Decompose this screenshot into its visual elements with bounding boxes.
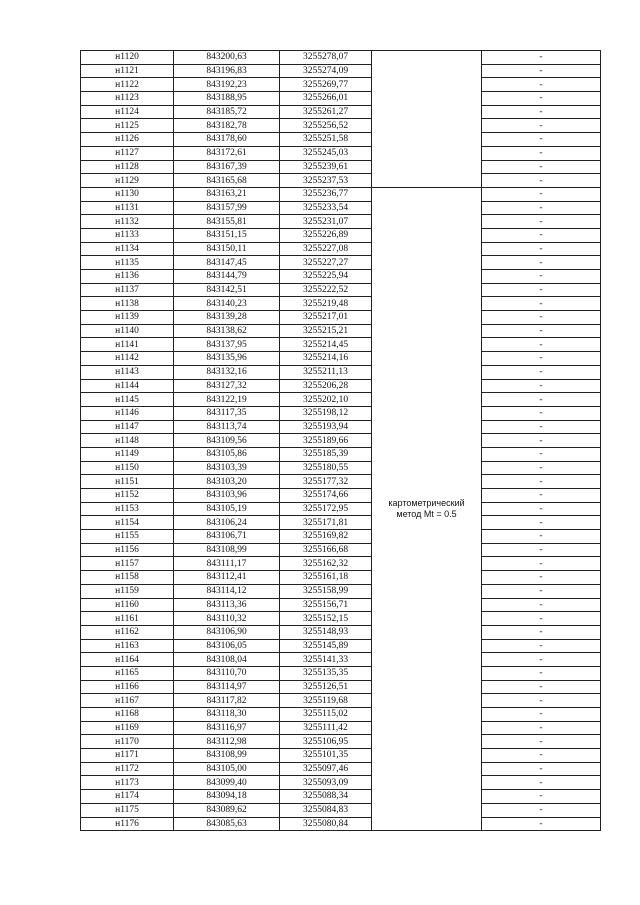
x-coordinate-cell: 843109,56	[174, 434, 280, 448]
point-id-cell: н1154	[81, 516, 174, 530]
accuracy-cell: -	[482, 78, 601, 92]
y-coordinate-cell: 3255111,42	[280, 721, 372, 735]
table-row	[81, 92, 601, 106]
accuracy-cell: -	[482, 283, 601, 297]
table-row	[81, 721, 601, 735]
accuracy-cell: -	[482, 447, 601, 461]
accuracy-cell: -	[482, 680, 601, 694]
accuracy-cell: -	[482, 489, 601, 503]
accuracy-cell: -	[482, 324, 601, 338]
point-id-cell: н1131	[81, 201, 174, 215]
table-row	[81, 270, 601, 284]
y-coordinate-cell: 3255169,82	[280, 530, 372, 544]
table-row	[81, 666, 601, 680]
point-id-cell: н1141	[81, 338, 174, 352]
accuracy-cell: -	[482, 187, 601, 201]
x-coordinate-cell: 843118,30	[174, 708, 280, 722]
y-coordinate-cell: 3255225,94	[280, 270, 372, 284]
x-coordinate-cell: 843172,61	[174, 146, 280, 160]
x-coordinate-cell: 843106,05	[174, 639, 280, 653]
y-coordinate-cell: 3255245,03	[280, 146, 372, 160]
table-row	[81, 653, 601, 667]
point-id-cell: н1158	[81, 571, 174, 585]
accuracy-cell: -	[482, 639, 601, 653]
table-row	[81, 242, 601, 256]
x-coordinate-cell: 843111,17	[174, 557, 280, 571]
y-coordinate-cell: 3255256,52	[280, 119, 372, 133]
table-row	[81, 78, 601, 92]
table-row	[81, 146, 601, 160]
accuracy-cell: -	[482, 434, 601, 448]
y-coordinate-cell: 3255227,27	[280, 256, 372, 270]
table-row	[81, 817, 601, 831]
table-row	[81, 105, 601, 119]
table-row	[81, 557, 601, 571]
x-coordinate-cell: 843157,99	[174, 201, 280, 215]
x-coordinate-cell: 843103,96	[174, 489, 280, 503]
y-coordinate-cell: 3255097,46	[280, 762, 372, 776]
table-row	[81, 516, 601, 530]
y-coordinate-cell: 3255239,61	[280, 160, 372, 174]
point-id-cell: н1150	[81, 461, 174, 475]
point-id-cell: н1137	[81, 283, 174, 297]
point-id-cell: н1129	[81, 174, 174, 188]
x-coordinate-cell: 843117,82	[174, 694, 280, 708]
table-row	[81, 215, 601, 229]
y-coordinate-cell: 3255156,71	[280, 598, 372, 612]
x-coordinate-cell: 843151,15	[174, 228, 280, 242]
accuracy-cell: -	[482, 584, 601, 598]
accuracy-cell: -	[482, 92, 601, 106]
point-id-cell: н1167	[81, 694, 174, 708]
table-row	[81, 735, 601, 749]
x-coordinate-cell: 843155,81	[174, 215, 280, 229]
point-id-cell: н1147	[81, 420, 174, 434]
x-coordinate-cell: 843117,35	[174, 406, 280, 420]
point-id-cell: н1148	[81, 434, 174, 448]
table-row	[81, 584, 601, 598]
point-id-cell: н1124	[81, 105, 174, 119]
accuracy-cell: -	[482, 406, 601, 420]
accuracy-cell: -	[482, 160, 601, 174]
point-id-cell: н1164	[81, 653, 174, 667]
y-coordinate-cell: 3255126,51	[280, 680, 372, 694]
accuracy-cell: -	[482, 776, 601, 790]
method-cell	[372, 187, 482, 830]
accuracy-cell: -	[482, 790, 601, 804]
x-coordinate-cell: 843113,36	[174, 598, 280, 612]
x-coordinate-cell: 843196,83	[174, 64, 280, 78]
point-id-cell: н1160	[81, 598, 174, 612]
table-row	[81, 228, 601, 242]
y-coordinate-cell: 3255278,07	[280, 51, 372, 65]
x-coordinate-cell: 843094,18	[174, 790, 280, 804]
accuracy-cell: -	[482, 297, 601, 311]
y-coordinate-cell: 3255217,01	[280, 311, 372, 325]
y-coordinate-cell: 3255177,32	[280, 475, 372, 489]
y-coordinate-cell: 3255145,89	[280, 639, 372, 653]
x-coordinate-cell: 843106,90	[174, 625, 280, 639]
accuracy-cell: -	[482, 215, 601, 229]
y-coordinate-cell: 3255119,68	[280, 694, 372, 708]
y-coordinate-cell: 3255180,55	[280, 461, 372, 475]
table-row	[81, 420, 601, 434]
y-coordinate-cell: 3255261,27	[280, 105, 372, 119]
x-coordinate-cell: 843108,99	[174, 749, 280, 763]
accuracy-cell: -	[482, 721, 601, 735]
point-id-cell: н1130	[81, 187, 174, 201]
point-id-cell: н1135	[81, 256, 174, 270]
y-coordinate-cell: 3255227,08	[280, 242, 372, 256]
point-id-cell: н1172	[81, 762, 174, 776]
point-id-cell: н1139	[81, 311, 174, 325]
y-coordinate-cell: 3255193,94	[280, 420, 372, 434]
y-coordinate-cell: 3255166,68	[280, 543, 372, 557]
x-coordinate-cell: 843132,16	[174, 365, 280, 379]
table-row	[81, 639, 601, 653]
table-row	[81, 434, 601, 448]
point-id-cell: н1132	[81, 215, 174, 229]
table-row	[81, 530, 601, 544]
y-coordinate-cell: 3255171,81	[280, 516, 372, 530]
accuracy-cell: -	[482, 242, 601, 256]
table-row	[81, 762, 601, 776]
x-coordinate-cell: 843122,19	[174, 393, 280, 407]
x-coordinate-cell: 843188,95	[174, 92, 280, 106]
method-line-2: метод Mt = 0.5	[396, 509, 457, 520]
table-row	[81, 187, 601, 201]
accuracy-cell: -	[482, 119, 601, 133]
table-row	[81, 776, 601, 790]
table-row	[81, 489, 601, 503]
x-coordinate-cell: 843178,60	[174, 133, 280, 147]
table-row	[81, 625, 601, 639]
y-coordinate-cell: 3255222,52	[280, 283, 372, 297]
point-id-cell: н1144	[81, 379, 174, 393]
table-row	[81, 790, 601, 804]
point-id-cell: н1128	[81, 160, 174, 174]
x-coordinate-cell: 843108,99	[174, 543, 280, 557]
table-row	[81, 598, 601, 612]
accuracy-cell: -	[482, 749, 601, 763]
accuracy-cell: -	[482, 502, 601, 516]
x-coordinate-cell: 843114,97	[174, 680, 280, 694]
point-id-cell: н1165	[81, 666, 174, 680]
y-coordinate-cell: 3255161,18	[280, 571, 372, 585]
table-row	[81, 365, 601, 379]
table-row	[81, 543, 601, 557]
accuracy-cell: -	[482, 270, 601, 284]
x-coordinate-cell: 843112,98	[174, 735, 280, 749]
y-coordinate-cell: 3255084,83	[280, 803, 372, 817]
x-coordinate-cell: 843108,04	[174, 653, 280, 667]
point-id-cell: н1138	[81, 297, 174, 311]
table-row	[81, 406, 601, 420]
y-coordinate-cell: 3255206,28	[280, 379, 372, 393]
table-row	[81, 283, 601, 297]
x-coordinate-cell: 843105,19	[174, 502, 280, 516]
method-line-1: картометрический	[388, 498, 465, 509]
accuracy-cell: -	[482, 543, 601, 557]
accuracy-cell: -	[482, 174, 601, 188]
x-coordinate-cell: 843167,39	[174, 160, 280, 174]
y-coordinate-cell: 3255080,84	[280, 817, 372, 831]
point-id-cell: н1123	[81, 92, 174, 106]
y-coordinate-cell: 3255141,33	[280, 653, 372, 667]
point-id-cell: н1174	[81, 790, 174, 804]
accuracy-cell: -	[482, 228, 601, 242]
accuracy-cell: -	[482, 817, 601, 831]
x-coordinate-cell: 843135,96	[174, 352, 280, 366]
y-coordinate-cell: 3255266,01	[280, 92, 372, 106]
accuracy-cell: -	[482, 311, 601, 325]
accuracy-cell: -	[482, 461, 601, 475]
y-coordinate-cell: 3255215,21	[280, 324, 372, 338]
coordinates-table-body	[81, 51, 601, 831]
y-coordinate-cell: 3255174,66	[280, 489, 372, 503]
x-coordinate-cell: 843112,41	[174, 571, 280, 585]
accuracy-cell: -	[482, 393, 601, 407]
table-row	[81, 174, 601, 188]
y-coordinate-cell: 3255172,95	[280, 502, 372, 516]
point-id-cell: н1142	[81, 352, 174, 366]
accuracy-cell: -	[482, 803, 601, 817]
point-id-cell: н1173	[81, 776, 174, 790]
point-id-cell: н1176	[81, 817, 174, 831]
table-row	[81, 571, 601, 585]
y-coordinate-cell: 3255106,95	[280, 735, 372, 749]
x-coordinate-cell: 843127,32	[174, 379, 280, 393]
y-coordinate-cell: 3255237,53	[280, 174, 372, 188]
accuracy-cell: -	[482, 338, 601, 352]
point-id-cell: н1143	[81, 365, 174, 379]
table-row	[81, 475, 601, 489]
table-row	[81, 201, 601, 215]
table-row	[81, 461, 601, 475]
table-row	[81, 119, 601, 133]
point-id-cell: н1133	[81, 228, 174, 242]
accuracy-cell: -	[482, 653, 601, 667]
point-id-cell: н1121	[81, 64, 174, 78]
accuracy-cell: -	[482, 612, 601, 626]
accuracy-cell: -	[482, 64, 601, 78]
x-coordinate-cell: 843089,62	[174, 803, 280, 817]
point-id-cell: н1175	[81, 803, 174, 817]
table-row	[81, 393, 601, 407]
accuracy-cell: -	[482, 352, 601, 366]
x-coordinate-cell: 843150,11	[174, 242, 280, 256]
point-id-cell: н1134	[81, 242, 174, 256]
y-coordinate-cell: 3255135,35	[280, 666, 372, 680]
table-row	[81, 680, 601, 694]
point-id-cell: н1140	[81, 324, 174, 338]
table-row	[81, 749, 601, 763]
point-id-cell: н1146	[81, 406, 174, 420]
x-coordinate-cell: 843200,63	[174, 51, 280, 65]
x-coordinate-cell: 843140,23	[174, 297, 280, 311]
table-row	[81, 256, 601, 270]
x-coordinate-cell: 843085,63	[174, 817, 280, 831]
table-row	[81, 160, 601, 174]
x-coordinate-cell: 843139,28	[174, 311, 280, 325]
table-row	[81, 352, 601, 366]
point-id-cell: н1166	[81, 680, 174, 694]
accuracy-cell: -	[482, 571, 601, 585]
point-id-cell: н1170	[81, 735, 174, 749]
x-coordinate-cell: 843105,00	[174, 762, 280, 776]
accuracy-cell: -	[482, 379, 601, 393]
table-row	[81, 379, 601, 393]
x-coordinate-cell: 843110,70	[174, 666, 280, 680]
x-coordinate-cell: 843114,12	[174, 584, 280, 598]
point-id-cell: н1157	[81, 557, 174, 571]
y-coordinate-cell: 3255152,15	[280, 612, 372, 626]
table-row	[81, 694, 601, 708]
x-coordinate-cell: 843192,23	[174, 78, 280, 92]
x-coordinate-cell: 843106,24	[174, 516, 280, 530]
table-row	[81, 338, 601, 352]
x-coordinate-cell: 843165,68	[174, 174, 280, 188]
x-coordinate-cell: 843182,78	[174, 119, 280, 133]
x-coordinate-cell: 843110,32	[174, 612, 280, 626]
point-id-cell: н1127	[81, 146, 174, 160]
y-coordinate-cell: 3255101,35	[280, 749, 372, 763]
point-id-cell: н1169	[81, 721, 174, 735]
x-coordinate-cell: 843147,45	[174, 256, 280, 270]
coordinates-table	[80, 50, 601, 831]
accuracy-cell: -	[482, 762, 601, 776]
y-coordinate-cell: 3255274,09	[280, 64, 372, 78]
accuracy-cell: -	[482, 420, 601, 434]
point-id-cell: н1168	[81, 708, 174, 722]
y-coordinate-cell: 3255251,58	[280, 133, 372, 147]
y-coordinate-cell: 3255219,48	[280, 297, 372, 311]
y-coordinate-cell: 3255115,02	[280, 708, 372, 722]
accuracy-cell: -	[482, 530, 601, 544]
point-id-cell: н1122	[81, 78, 174, 92]
y-coordinate-cell: 3255231,07	[280, 215, 372, 229]
y-coordinate-cell: 3255202,10	[280, 393, 372, 407]
x-coordinate-cell: 843105,86	[174, 447, 280, 461]
y-coordinate-cell: 3255185,39	[280, 447, 372, 461]
point-id-cell: н1155	[81, 530, 174, 544]
method-cell-upper	[372, 51, 482, 188]
x-coordinate-cell: 843185,72	[174, 105, 280, 119]
point-id-cell: н1156	[81, 543, 174, 557]
y-coordinate-cell: 3255214,16	[280, 352, 372, 366]
y-coordinate-cell: 3255226,89	[280, 228, 372, 242]
accuracy-cell: -	[482, 475, 601, 489]
point-id-cell: н1136	[81, 270, 174, 284]
x-coordinate-cell: 843163,21	[174, 187, 280, 201]
accuracy-cell: -	[482, 666, 601, 680]
table-row	[81, 708, 601, 722]
x-coordinate-cell: 843103,39	[174, 461, 280, 475]
y-coordinate-cell: 3255198,12	[280, 406, 372, 420]
accuracy-cell: -	[482, 133, 601, 147]
x-coordinate-cell: 843103,20	[174, 475, 280, 489]
x-coordinate-cell: 843116,97	[174, 721, 280, 735]
table-row	[81, 64, 601, 78]
y-coordinate-cell: 3255214,45	[280, 338, 372, 352]
y-coordinate-cell: 3255211,13	[280, 365, 372, 379]
x-coordinate-cell: 843144,79	[174, 270, 280, 284]
point-id-cell: н1163	[81, 639, 174, 653]
table-row	[81, 502, 601, 516]
accuracy-cell: -	[482, 105, 601, 119]
table-row	[81, 324, 601, 338]
point-id-cell: н1151	[81, 475, 174, 489]
x-coordinate-cell: 843138,62	[174, 324, 280, 338]
x-coordinate-cell: 843113,74	[174, 420, 280, 434]
point-id-cell: н1162	[81, 625, 174, 639]
x-coordinate-cell: 843142,51	[174, 283, 280, 297]
point-id-cell: н1161	[81, 612, 174, 626]
accuracy-cell: -	[482, 708, 601, 722]
y-coordinate-cell: 3255088,34	[280, 790, 372, 804]
table-row	[81, 803, 601, 817]
accuracy-cell: -	[482, 365, 601, 379]
point-id-cell: н1171	[81, 749, 174, 763]
point-id-cell: н1152	[81, 489, 174, 503]
y-coordinate-cell: 3255236,77	[280, 187, 372, 201]
accuracy-cell: -	[482, 201, 601, 215]
y-coordinate-cell: 3255189,66	[280, 434, 372, 448]
point-id-cell: н1153	[81, 502, 174, 516]
table-row	[81, 447, 601, 461]
point-id-cell: н1145	[81, 393, 174, 407]
accuracy-cell: -	[482, 557, 601, 571]
table-row	[81, 311, 601, 325]
table-row	[81, 612, 601, 626]
point-id-cell: н1159	[81, 584, 174, 598]
y-coordinate-cell: 3255233,54	[280, 201, 372, 215]
accuracy-cell: -	[482, 146, 601, 160]
point-id-cell: н1120	[81, 51, 174, 65]
y-coordinate-cell: 3255162,32	[280, 557, 372, 571]
point-id-cell: н1149	[81, 447, 174, 461]
y-coordinate-cell: 3255148,93	[280, 625, 372, 639]
y-coordinate-cell: 3255269,77	[280, 78, 372, 92]
accuracy-cell: -	[482, 694, 601, 708]
table-row	[81, 51, 601, 65]
y-coordinate-cell: 3255158,99	[280, 584, 372, 598]
point-id-cell: н1125	[81, 119, 174, 133]
accuracy-cell: -	[482, 625, 601, 639]
accuracy-cell: -	[482, 51, 601, 65]
y-coordinate-cell: 3255093,09	[280, 776, 372, 790]
accuracy-cell: -	[482, 598, 601, 612]
table-row	[81, 297, 601, 311]
accuracy-cell: -	[482, 256, 601, 270]
table-row	[81, 133, 601, 147]
x-coordinate-cell: 843137,95	[174, 338, 280, 352]
x-coordinate-cell: 843099,40	[174, 776, 280, 790]
accuracy-cell: -	[482, 516, 601, 530]
point-id-cell: н1126	[81, 133, 174, 147]
accuracy-cell: -	[482, 735, 601, 749]
x-coordinate-cell: 843106,71	[174, 530, 280, 544]
